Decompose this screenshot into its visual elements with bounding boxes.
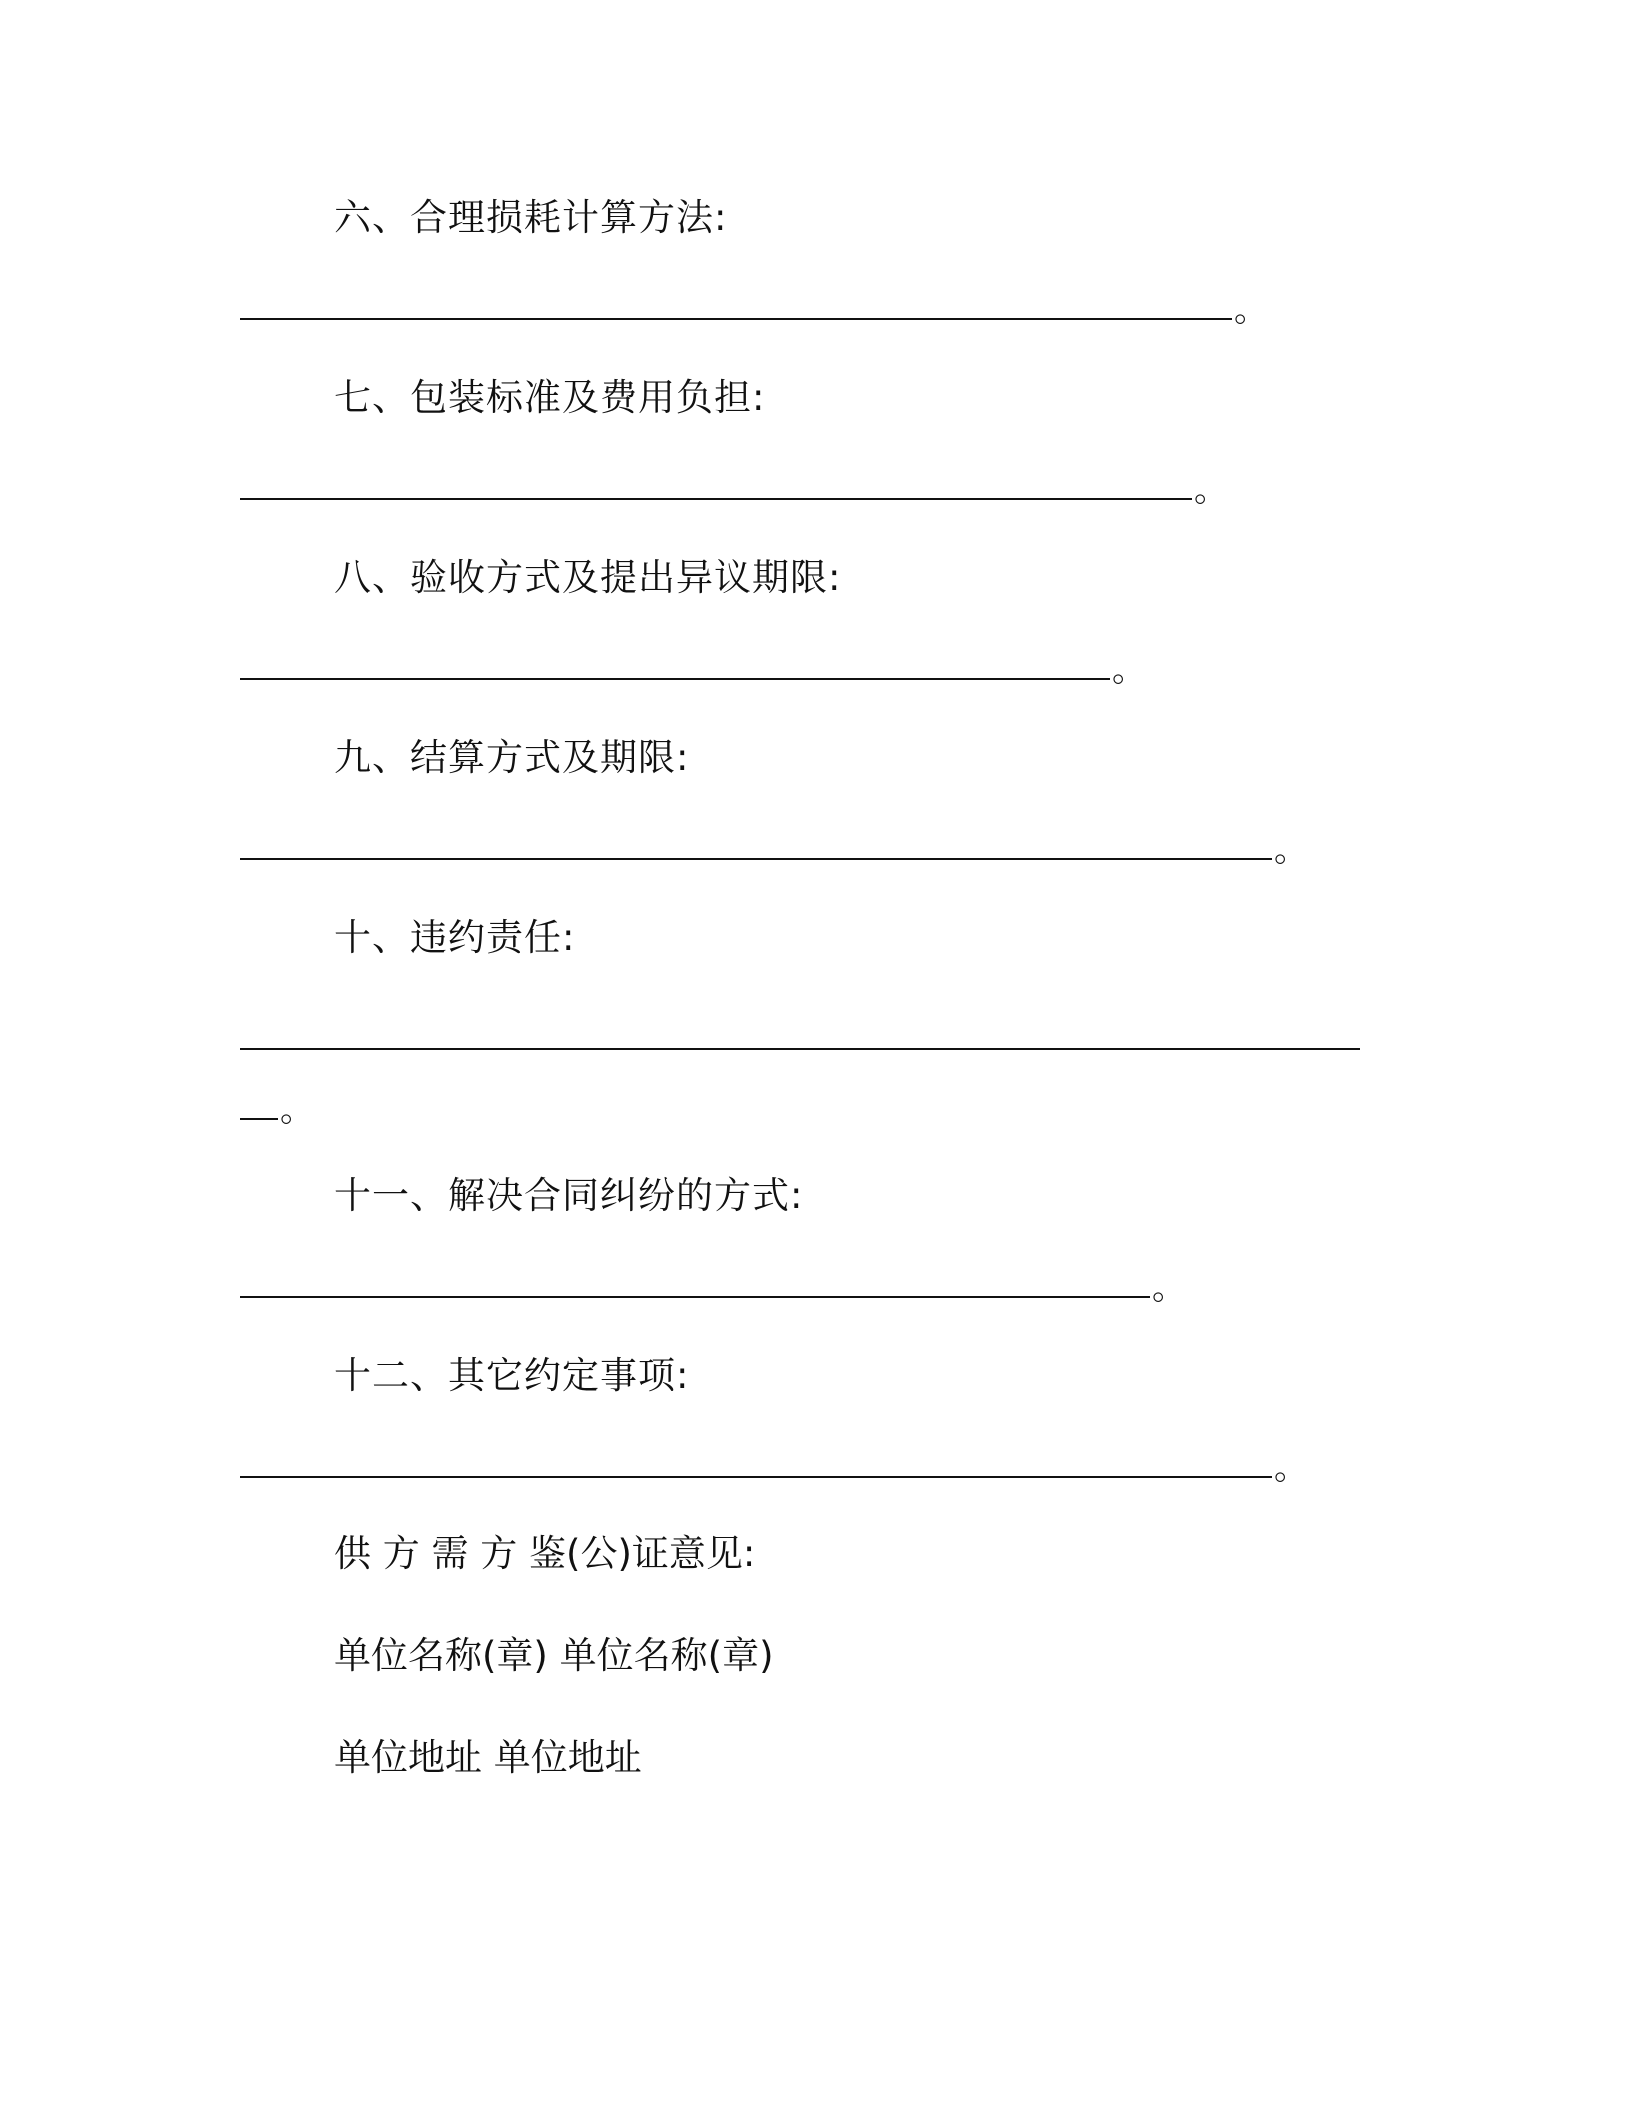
fill-line: [240, 1048, 1360, 1050]
section-7-blank: [240, 468, 1228, 512]
section-8-blank: [240, 648, 1146, 692]
signature-unit-name: 单位名称(章) 单位名称(章): [334, 1634, 774, 1677]
signature-parties: 供 方 需 方 鉴(公)证意见:: [334, 1532, 756, 1575]
period-mark: 。: [1274, 1448, 1308, 1488]
section-11-blank: [240, 1266, 1186, 1310]
fill-line: [240, 1296, 1150, 1298]
section-10-blank-line2: [240, 1088, 314, 1132]
period-mark: 。: [1194, 470, 1228, 510]
section-9-blank: [240, 828, 1308, 872]
section-6-heading: 六、合理损耗计算方法:: [334, 196, 728, 239]
section-12-blank: [240, 1446, 1308, 1490]
period-mark: 。: [280, 1090, 314, 1130]
period-mark: 。: [1274, 830, 1308, 870]
period-mark: 。: [1112, 650, 1146, 690]
period-mark: 。: [1234, 290, 1268, 330]
section-9-heading: 九、结算方式及期限:: [334, 736, 690, 779]
period-mark: 。: [1152, 1268, 1186, 1308]
fill-line: [240, 858, 1272, 860]
fill-line: [240, 318, 1232, 320]
section-12-heading: 十二、其它约定事项:: [334, 1354, 690, 1397]
section-11-heading: 十一、解决合同纠纷的方式:: [334, 1174, 804, 1217]
fill-line: [240, 1118, 278, 1120]
signature-unit-address: 单位地址 单位地址: [334, 1736, 642, 1779]
section-10-blank-line1: [240, 1018, 1360, 1062]
fill-line: [240, 498, 1192, 500]
section-7-heading: 七、包装标准及费用负担:: [334, 376, 766, 419]
fill-line: [240, 1476, 1272, 1478]
section-8-heading: 八、验收方式及提出异议期限:: [334, 556, 842, 599]
section-6-blank: [240, 288, 1268, 332]
fill-line: [240, 678, 1110, 680]
section-10-heading: 十、违约责任:: [334, 916, 576, 959]
